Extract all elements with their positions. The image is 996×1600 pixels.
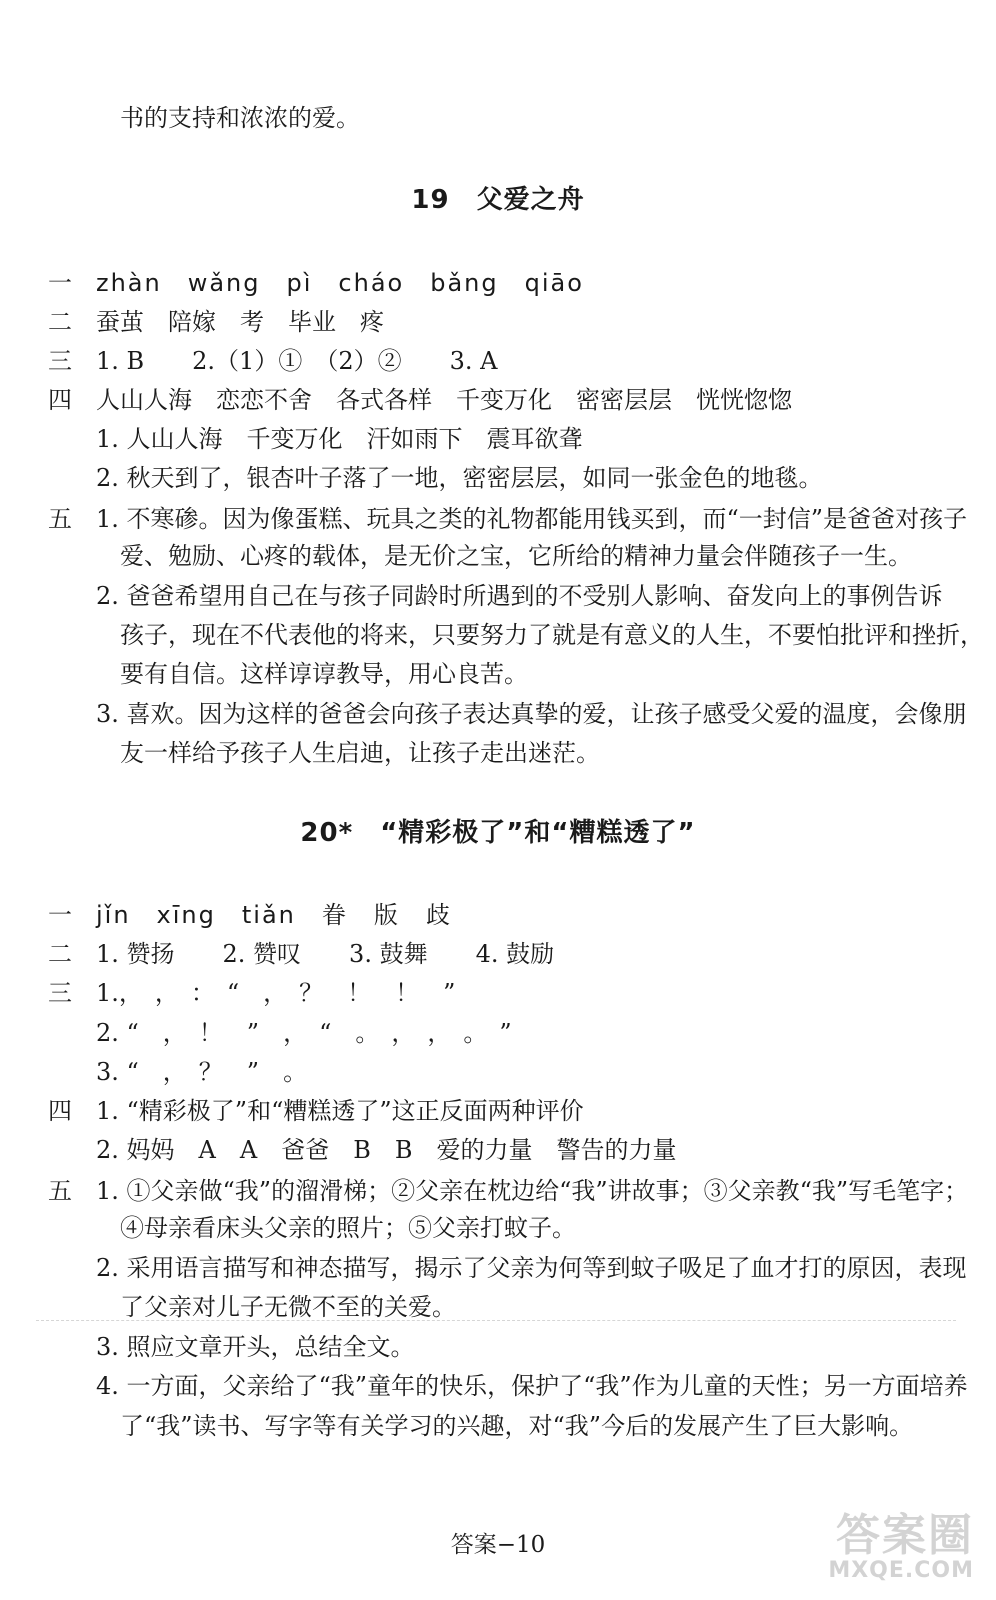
question-number: 三 xyxy=(48,979,72,1007)
answer-text: 3. 喜欢。因为这样的爸爸会向孩子表达真挚的爱，让孩子感受父爱的温度，会像朋 xyxy=(96,700,967,728)
answer-text: 1.， ， ： “ ， ？ ！ ！ ” xyxy=(96,979,456,1007)
answer-text: 1. 人山人海 千变万化 汗如雨下 震耳欲聋 xyxy=(96,425,583,453)
question-number: 五 xyxy=(48,1177,72,1205)
answer-text: 2. 秋天到了，银杏叶子落了一地，密密层层，如同一张金色的地毯。 xyxy=(96,464,823,492)
answer-text: 3. “ ， ？ ” 。 xyxy=(96,1058,308,1086)
answer-text: zhàn wǎng pì cháo bǎng qiāo xyxy=(96,269,584,297)
answer-text: 爱、勉励、心疼的载体，是无价之宝，它所给的精神力量会伴随孩子一生。 xyxy=(120,542,912,570)
question-number: 四 xyxy=(48,386,72,414)
answer-text: 人山人海 恋恋不舍 各式各样 千变万化 密密层层 恍恍惚惚 xyxy=(96,386,792,414)
answer-text: 1. B 2.（1）① （2）② 3. A xyxy=(96,347,498,375)
watermark-logo xyxy=(774,1512,974,1582)
answer-text: 蚕茧 陪嫁 考 毕业 疼 xyxy=(96,308,384,336)
section-title-19: 19 父爱之舟 xyxy=(411,185,585,215)
watermark-url: MXQE.COM xyxy=(828,1558,974,1583)
question-number: 五 xyxy=(48,505,72,533)
question-number: 三 xyxy=(48,347,72,375)
watermark-title: 答案圈 xyxy=(836,1510,974,1561)
section-title-20: 20* “精彩极了”和“糟糕透了” xyxy=(300,818,696,848)
answer-text: 2. 采用语言描写和神态描写，揭示了父亲为何等到蚊子吸足了血才打的原因，表现 xyxy=(96,1254,967,1282)
answer-text: 孩子，现在不代表他的将来，只要努力了就是有意义的人生，不要怕批评和挫折， xyxy=(120,621,984,649)
answer-text: ④母亲看床头父亲的照片；⑤父亲打蚊子。 xyxy=(120,1214,576,1242)
answer-text: 1. “精彩极了”和“糟糕透了”这正反面两种评价 xyxy=(96,1097,584,1125)
answer-text: jǐn xīng tiǎn 眷 版 歧 xyxy=(96,901,452,929)
answer-text: 要有自信。这样谆谆教导，用心良苦。 xyxy=(120,660,528,688)
question-number: 二 xyxy=(48,308,72,336)
intro-line: 书的支持和浓浓的爱。 xyxy=(120,104,360,132)
answer-text: 2. 妈妈 A A 爸爸 B B 爱的力量 警告的力量 xyxy=(96,1136,677,1164)
question-number: 四 xyxy=(48,1097,72,1125)
answer-text: 1. 赞扬 2. 赞叹 3. 鼓舞 4. 鼓励 xyxy=(96,940,555,968)
answer-text: 友一样给予孩子人生启迪，让孩子走出迷茫。 xyxy=(120,739,600,767)
answer-text: 了“我”读书、写字等有关学习的兴趣，对“我”今后的发展产生了巨大影响。 xyxy=(120,1412,914,1440)
answer-text: 2. 爸爸希望用自己在与孩子同龄时所遇到的不受别人影响、奋发向上的事例告诉 xyxy=(96,582,943,610)
page-number: 答案−10 xyxy=(450,1532,546,1558)
answer-text: 了父亲对儿子无微不至的关爱。 xyxy=(120,1293,456,1321)
question-number: 二 xyxy=(48,940,72,968)
page-fold-line xyxy=(36,1320,956,1321)
answer-text: 2. “ ， ！ ” ， “ 。 ， ， 。 ” xyxy=(96,1019,512,1047)
question-number: 一 xyxy=(48,901,72,929)
answer-text: 1. ①父亲做“我”的溜滑梯；②父亲在枕边给“我”讲故事；③父亲教“我”写毛笔字； xyxy=(96,1177,969,1205)
answer-text: 4. 一方面，父亲给了“我”童年的快乐，保护了“我”作为儿童的天性；另一方面培养 xyxy=(96,1372,968,1400)
answer-text: 1. 不寒碜。因为像蛋糕、玩具之类的礼物都能用钱买到，而“一封信”是爸爸对孩子 xyxy=(96,505,968,533)
question-number: 一 xyxy=(48,269,72,297)
answer-text: 3. 照应文章开头，总结全文。 xyxy=(96,1333,415,1361)
